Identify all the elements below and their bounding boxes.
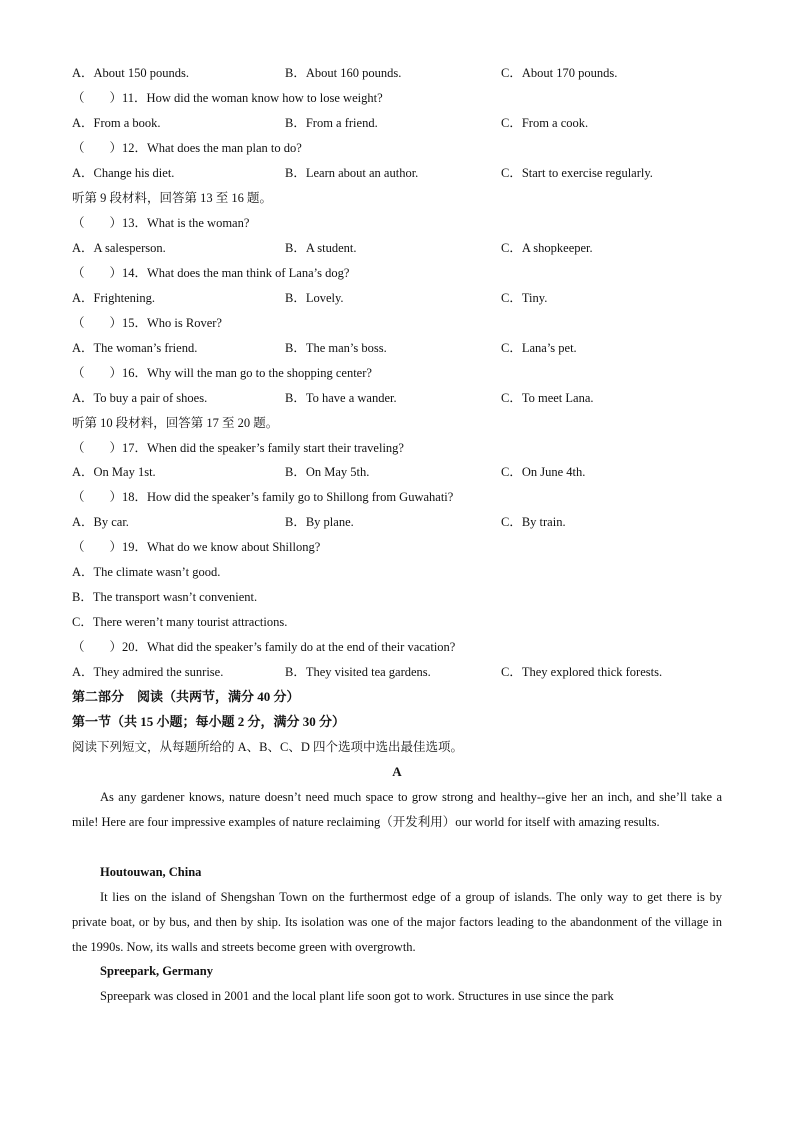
- q11-option-c: C．From a cook.: [501, 116, 589, 130]
- passage-label: A: [392, 764, 402, 779]
- question-17: （ ）17．When did the speaker’s family start their traveling?: [72, 441, 404, 455]
- q14-option-b: B．Lovely.: [285, 291, 344, 305]
- q16-option-c: C．To meet Lana.: [501, 391, 594, 405]
- q20-option-a: A．They admired the sunrise.: [72, 665, 224, 679]
- question-15: （ ）15．Who is Rover?: [72, 316, 222, 330]
- section-9-instruction: 听第 9 段材料，回答第 13 至 16 题。: [72, 191, 273, 205]
- question-13: （ ）13．What is the woman?: [72, 216, 250, 230]
- q17-option-a: A．On May 1st.: [72, 465, 156, 479]
- q10-option-b: B．About 160 pounds.: [285, 66, 402, 80]
- q17-option-b: B．On May 5th.: [285, 465, 370, 479]
- q13-option-c: C．A shopkeeper.: [501, 241, 593, 255]
- passage-intro: As any gardener knows, nature doesn’t need much space to grow strong and healthy--give her an inch, and she’ll take a mile! Here are four impressive examples of nature reclaiming（开发利用）our world for itself with amazing results.: [72, 790, 722, 829]
- section-10-instruction: 听第 10 段材料，回答第 17 至 20 题。: [72, 416, 279, 430]
- q13-option-b: B．A student.: [285, 241, 357, 255]
- paragraph-spreepark: Spreepark was closed in 2001 and the local plant life soon got to work. Structures in use since the park: [100, 989, 614, 1003]
- q14-option-c: C．Tiny.: [501, 291, 548, 305]
- q13-option-a: A．A salesperson.: [72, 241, 166, 255]
- paragraph-houtouwan: It lies on the island of Shengshan Town on the furthermost edge of a group of islands. The only way to get there is by private boat, or by bus, and then by ship. Its isolation was one of the major factors leading to the abandonment of the village in the 1990s. Now, its walls and streets become green with overgrowth.: [72, 890, 722, 954]
- q16-option-a: A．To buy a pair of shoes.: [72, 391, 208, 405]
- q15-option-c: C．Lana’s pet.: [501, 341, 577, 355]
- reading-instruction: 阅读下列短文，从每题所给的 A、B、C、D 四个选项中选出最佳选项。: [72, 740, 463, 754]
- q14-option-a: A．Frightening.: [72, 291, 155, 305]
- q16-option-b: B．To have a wander.: [285, 391, 397, 405]
- question-20: （ ）20．What did the speaker’s family do at the end of their vacation?: [72, 640, 456, 654]
- q17-option-c: C．On June 4th.: [501, 465, 586, 479]
- question-11: （ ）11．How did the woman know how to lose weight?: [72, 91, 383, 105]
- question-14: （ ）14．What does the man think of Lana’s dog?: [72, 266, 350, 280]
- question-12: （ ）12．What does the man plan to do?: [72, 141, 302, 155]
- q10-option-c: C．About 170 pounds.: [501, 66, 618, 80]
- q18-option-b: B．By plane.: [285, 515, 354, 529]
- q10-option-a: A．About 150 pounds.: [72, 66, 190, 80]
- q19-option-a: A．The climate wasn’t good.: [72, 565, 221, 579]
- q18-option-c: C．By train.: [501, 515, 566, 529]
- q12-option-b: B．Learn about an author.: [285, 166, 419, 180]
- q12-option-c: C．Start to exercise regularly.: [501, 166, 653, 180]
- q11-option-a: A．From a book.: [72, 116, 161, 130]
- question-19: （ ）19．What do we know about Shillong?: [72, 540, 321, 554]
- section-one-title: 第一节（共 15 小题；每小题 2 分，满分 30 分）: [72, 714, 346, 729]
- q15-option-a: A．The woman’s friend.: [72, 341, 198, 355]
- part-two-title: 第二部分 阅读（共两节，满分 40 分）: [72, 689, 300, 704]
- q12-option-a: A．Change his diet.: [72, 166, 175, 180]
- q19-option-b: B．The transport wasn’t convenient.: [72, 590, 258, 604]
- q15-option-b: B．The man’s boss.: [285, 341, 387, 355]
- q20-option-c: C．They explored thick forests.: [501, 665, 663, 679]
- q18-option-a: A．By car.: [72, 515, 129, 529]
- question-16: （ ）16．Why will the man go to the shopping center?: [72, 366, 372, 380]
- heading-spreepark: Spreepark, Germany: [100, 964, 213, 978]
- q11-option-b: B．From a friend.: [285, 116, 378, 130]
- q19-option-c: C．There weren’t many tourist attractions.: [72, 615, 288, 629]
- q20-option-b: B．They visited tea gardens.: [285, 665, 431, 679]
- question-18: （ ）18．How did the speaker’s family go to Shillong from Guwahati?: [72, 490, 454, 504]
- heading-houtouwan: Houtouwan, China: [100, 865, 202, 879]
